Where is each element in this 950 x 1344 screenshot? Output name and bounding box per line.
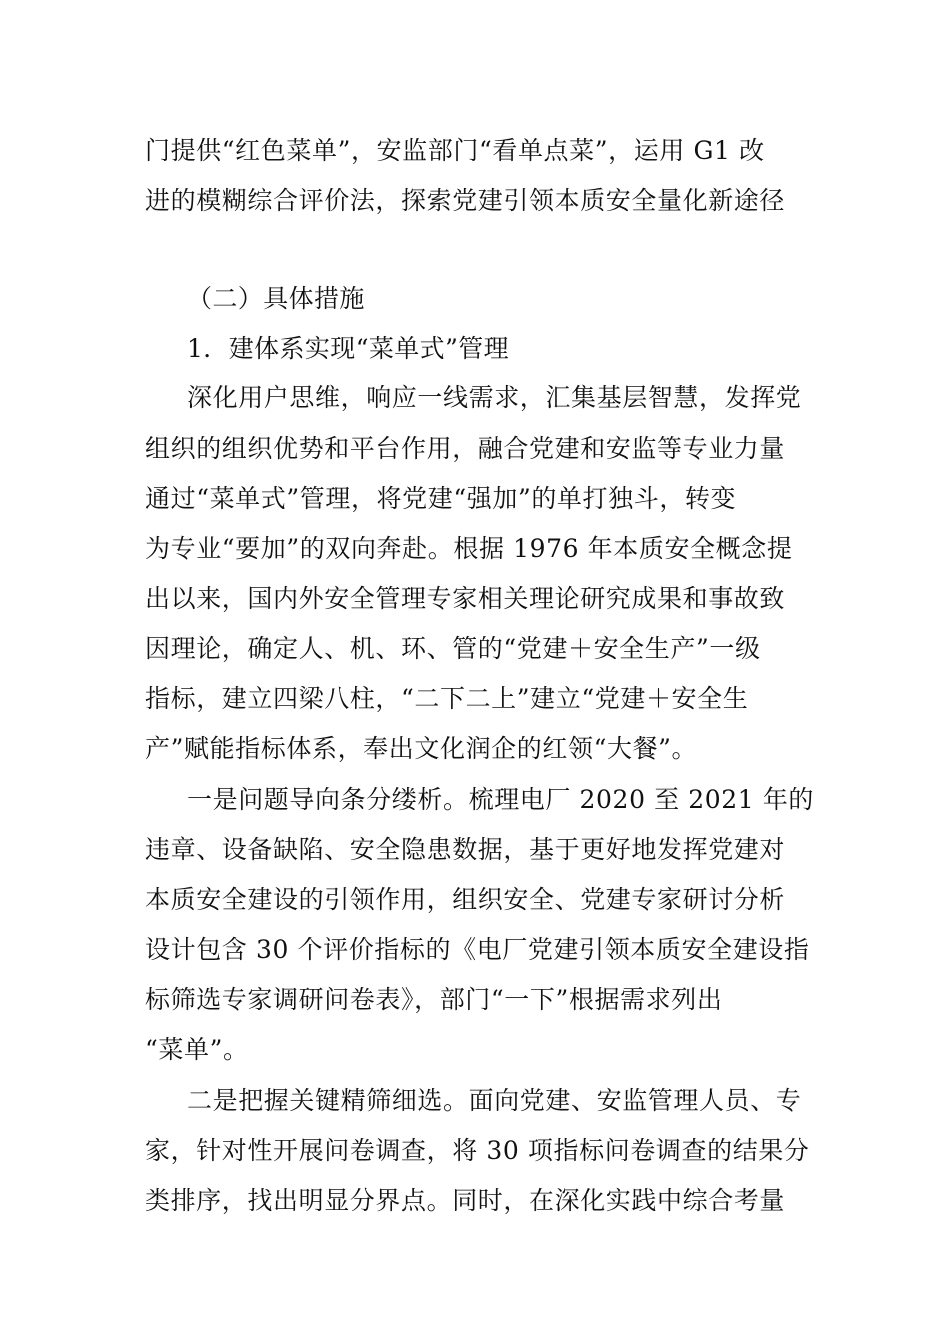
paragraph-line: 二是把握关键精筛细选。面向党建、安监管理人员、专: [187, 1086, 802, 1115]
paragraph-line: 设计包含 30 个评价指标的《电厂党建引领本质安全建设指: [145, 935, 810, 964]
paragraph-line: 组织的组织优势和平台作用，融合党建和安监等专业力量: [145, 434, 786, 463]
paragraph-line: 违章、设备缺陷、安全隐患数据，基于更好地发挥党建对: [145, 835, 786, 864]
paragraph-line: 标筛选专家调研问卷表》，部门“一下”根据需求列出: [145, 985, 723, 1014]
paragraph-line: 通过“菜单式”管理，将党建“强加”的单打独斗，转变: [145, 484, 737, 513]
paragraph-line: 产”赋能指标体系，奉出文化润企的红领“大餐”。: [145, 734, 698, 763]
paragraph-line: 本质安全建设的引领作用，组织安全、党建专家研讨分析: [145, 885, 786, 914]
section-heading: （二）具体措施: [187, 284, 365, 313]
paragraph-line: 一是问题导向条分缕析。梳理电厂 2020 至 2021 年的: [187, 785, 815, 814]
intro-line-1: 门提供“红色菜单”，安监部门“看单点菜”，运用 G1 改: [145, 136, 765, 165]
paragraph-line: 指标，建立四梁八柱，“二下二上”建立“党建＋安全生: [145, 684, 749, 713]
paragraph-line: 因理论，确定人、机、环、管的“党建＋安全生产”一级: [145, 634, 761, 663]
paragraph-line: 类排序，找出明显分界点。同时，在深化实践中综合考量: [145, 1186, 786, 1215]
intro-line-2: 进的模糊综合评价法，探索党建引领本质安全量化新途径: [145, 186, 786, 215]
paragraph-line: 深化用户思维，响应一线需求，汇集基层智慧，发挥党: [187, 383, 802, 412]
paragraph-line: 出以来，国内外安全管理专家相关理论研究成果和事故致: [145, 584, 786, 613]
paragraph-line: 为专业“要加”的双向奔赴。根据 1976 年本质安全概念提: [145, 534, 793, 563]
paragraph-line: “菜单”。: [145, 1035, 249, 1064]
paragraph-line: 家，针对性开展问卷调查，将 30 项指标问卷调查的结果分: [145, 1136, 810, 1165]
subsection-heading: 1．建体系实现“菜单式”管理: [187, 334, 510, 363]
